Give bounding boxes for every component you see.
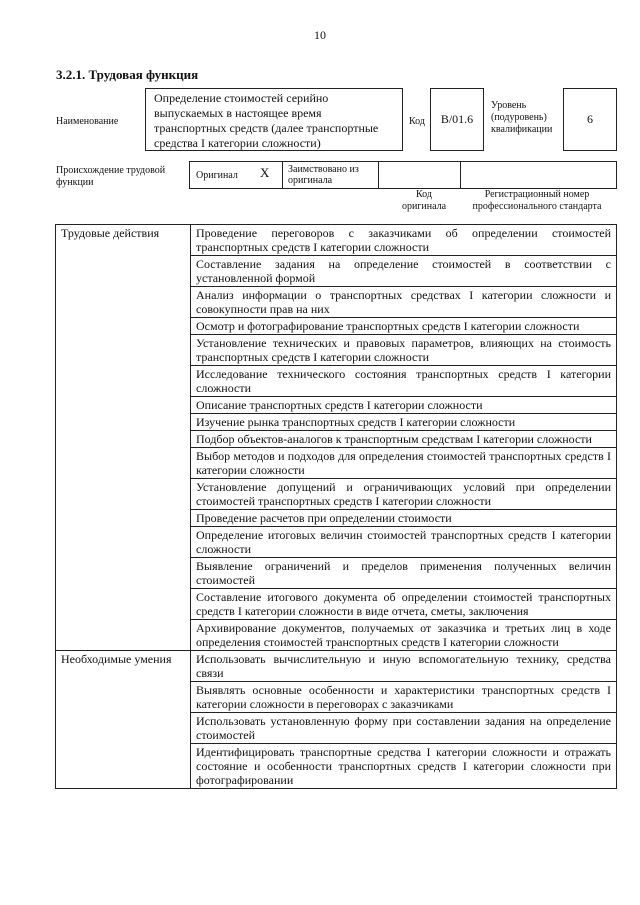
table-item: Проведение расчетов при определении стоимости bbox=[191, 510, 617, 527]
category-cell: Необходимые умения bbox=[56, 651, 191, 789]
original-mark: X bbox=[260, 165, 270, 180]
code-box bbox=[430, 88, 484, 151]
table-item: Осмотр и фотографирование транспортных средств I категории сложности bbox=[191, 318, 617, 335]
level-box bbox=[563, 88, 617, 151]
section-title: 3.2.1. Трудовая функция bbox=[56, 67, 199, 82]
level-label: Уровень (подуровень) квалификации bbox=[491, 100, 553, 135]
labor-functions-table bbox=[55, 224, 617, 789]
page-number: 10 bbox=[314, 28, 326, 42]
table-item: Установление допущений и ограничивающих условий при определении стоимостей транспортных средств I категории сложности bbox=[191, 479, 617, 510]
table-item: Изучение рынка транспортных средств I категории сложности bbox=[191, 414, 617, 431]
table-row bbox=[56, 225, 617, 256]
origin-row bbox=[189, 161, 617, 189]
reg-number-cell bbox=[460, 162, 616, 188]
code-label: Код bbox=[409, 116, 425, 127]
table-item: Выявление ограничений и пределов применения полученных величин стоимостей bbox=[191, 558, 617, 589]
borrowed-cell bbox=[282, 162, 379, 188]
category-cell: Трудовые действия bbox=[56, 225, 191, 651]
original-cell bbox=[190, 162, 283, 188]
table-item: Исследование технического состояния транспортных средств I категории сложности bbox=[191, 366, 617, 397]
level-value: 6 bbox=[587, 112, 593, 126]
code-original-caption: Код оригинала bbox=[401, 189, 447, 212]
origin-label: Происхождение трудовой функции bbox=[56, 165, 166, 188]
table-item: Выбор методов и подходов для определения стоимостей транспортных средств I категории сложности bbox=[191, 448, 617, 479]
function-name-value: Определение стоимостей серийно выпускаемых в настоящее время транспортных средств (далее транспортные средства I категории сложности) bbox=[154, 91, 379, 150]
table-item: Идентифицировать транспортные средства I категории сложности и отражать состояние и особенности транспортных средств I категории сложности при фотографировании bbox=[191, 744, 617, 789]
reg-number-caption: Регистрационный номер профессионального стандарта bbox=[472, 189, 602, 212]
table-item: Описание транспортных средств I категории сложности bbox=[191, 397, 617, 414]
original-label: Оригинал bbox=[196, 170, 238, 181]
table-item: Подбор объектов-аналогов к транспортным средствам I категории сложности bbox=[191, 431, 617, 448]
table-item: Архивирование документов, получаемых от заказчика и третьих лиц в ходе определения стоимостей транспортных средств I категории сложности bbox=[191, 620, 617, 651]
table-row bbox=[56, 651, 617, 682]
code-original-cell bbox=[378, 162, 461, 188]
table-item: Определение итоговых величин стоимостей транспортных средств I категории сложности bbox=[191, 527, 617, 558]
code-value: B/01.6 bbox=[440, 112, 474, 126]
table-item: Использовать вычислительную и иную вспомогательную технику, средства связи bbox=[191, 651, 617, 682]
function-name-box bbox=[145, 88, 403, 151]
table-item: Составление задания на определение стоимостей в соответствии с установленной формой bbox=[191, 256, 617, 287]
table-item: Использовать установленную форму при составлении задания на определение стоимостей bbox=[191, 713, 617, 744]
table-item: Проведение переговоров с заказчиками об определении стоимостей транспортных средств I категории сложности bbox=[191, 225, 617, 256]
table-item: Установление технических и правовых параметров, влияющих на стоимость транспортных средств I категории сложности bbox=[191, 335, 617, 366]
borrowed-label: Заимствовано из оригинала bbox=[288, 164, 359, 186]
table-item: Составление итогового документа об определении стоимостей транспортных средств I категории сложности в виде отчета, сметы, заключения bbox=[191, 589, 617, 620]
table-item: Анализ информации о транспортных средствах I категории сложности и совокупности прав на них bbox=[191, 287, 617, 318]
table-item: Выявлять основные особенности и характеристики транспортных средств I категории сложности в переговорах с заказчиками bbox=[191, 682, 617, 713]
name-label: Наименование bbox=[56, 116, 119, 127]
